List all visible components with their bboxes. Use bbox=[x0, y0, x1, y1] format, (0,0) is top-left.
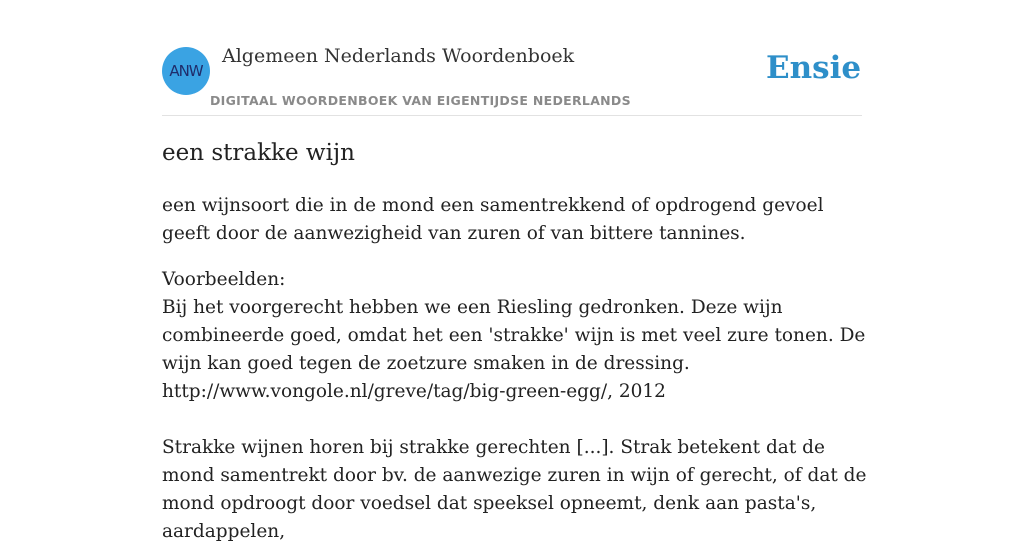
example-spacer bbox=[162, 406, 867, 434]
entry-definition: een wijnsoort die in de mond een samentrekkend of opdrogend gevoel geeft door de aanwezigheid van zuren of van bittere tannines. bbox=[162, 195, 824, 244]
header-divider bbox=[162, 115, 862, 116]
site-subtitle: DIGITAAL WOORDENBOEK VAN EIGENTIJDSE NEDERLANDS bbox=[210, 93, 631, 108]
anw-logo[interactable]: ANW bbox=[162, 47, 210, 95]
example-source: http://www.vongole.nl/greve/tag/big-green-egg/, 2012 bbox=[162, 381, 666, 402]
entry-content bbox=[162, 192, 867, 546]
example-text: Bij het voorgerecht hebben we een Riesling gedronken. Deze wijn combineerde goed, omdat het een 'strakke' wijn is met veel zure tonen. De wijn kan goed tegen de zoetzure smaken in de dressing. bbox=[162, 297, 866, 374]
example-text: Strakke wijnen horen bij strakke gerechten [...]. Strak betekent dat de mond samentrekt door bv. de aanwezige zuren in wijn of gerecht, of dat de mond opdroogt door voedsel dat speeksel opneemt, denk aan pasta's, aardappelen, bbox=[162, 437, 867, 542]
examples-label: Voorbeelden: bbox=[162, 269, 286, 290]
site-title[interactable]: Algemeen Nederlands Woordenboek bbox=[222, 45, 575, 67]
entry-headword: een strakke wijn bbox=[162, 140, 355, 166]
ensie-logo[interactable]: Ensie bbox=[766, 50, 862, 86]
